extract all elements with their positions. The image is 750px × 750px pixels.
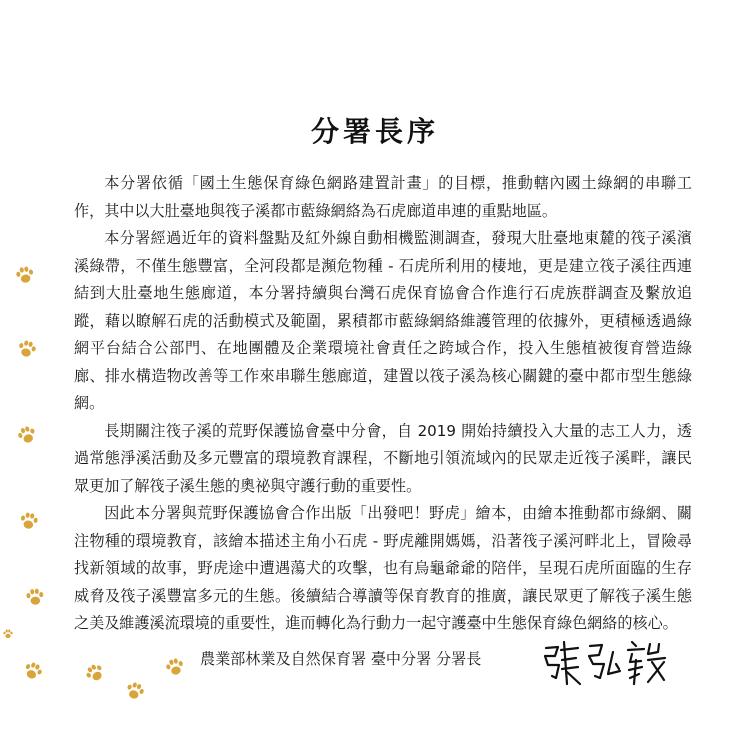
paragraph-3: 長期關注筏子溪的荒野保護協會臺中分會，自 2019 開始持續投入大量的志工人力，透過常態淨溪活動及多元豐富的環境教育課程，不斷地引領流域內的民眾走近筏子溪畔，讓民眾更加了解筏子溪生態的奧祕與守護行動的重要性。 [74, 421, 692, 495]
paragraph-2: 本分署經過近年的資料盤點及紅外線自動相機監測調查，發現大肚臺地東麓的筏子溪濱溪綠帶，不僅生態豐富，全河段都是瀕危物種 - 石虎所利用的棲地，更是建立筏子溪往西連結到大肚臺地生態廊道，本分署持續與台灣石虎保育協會合作進行石虎族群調查及繫放追蹤，藉以瞭解石虎的活動模式及範圍，累積都市藍綠網絡維護管理的依據外，更積極透過綠網平台結合公部門、在地團體及企業環境社會責任之跨域合作，投入生態植被復育營造綠廊、排水構造物改善等工作來串聯生態廊道，建置以筏子溪為核心關鍵的臺中都市型生態綠網。 [74, 229, 692, 412]
paw-print-icon [12, 262, 37, 287]
paw-print-icon [23, 585, 47, 609]
paw-print-icon [121, 677, 149, 705]
paragraph-4: 因此本分署與荒野保護協會合作出版「出發吧！野虎」繪本，由繪本推動都市綠網、關注物種的環境教育，該繪本描述主角小石虎 - 野虎離開媽媽，沿著筏子溪河畔北上，冒險尋找新領域的故事，野虎途中遭遇蕩犬的攻擊，也有烏龜爺爺的陪伴，呈現石虎所面臨的生存威脅及筏子溪豐富多元的生態。後續結合導讀等保育教育的推廣，讓民眾更了解筏子溪生態之美及維護溪流環境的重要性，進而轉化為行動力一起守護臺中生態保育綠色網絡的核心。 [74, 504, 692, 632]
paw-print-icon [16, 508, 41, 533]
handwritten-signature [540, 634, 675, 692]
signature-title: 農業部林業及自然保育署 臺中分署 分署長 [200, 650, 482, 668]
paw-print-icon [18, 656, 47, 685]
page-title: 分署長序 [310, 115, 439, 148]
paw-print-icon [2, 628, 14, 640]
preface-body [74, 170, 692, 638]
paw-print-icon [80, 658, 111, 689]
signature-block [200, 640, 680, 690]
paragraph-1: 本分署依循「國土生態保育綠色網路建置計畫」的目標，推動轄內國土綠網的串聯工作，其中以大肚臺地與筏子溪都市藍綠網絡為石虎廊道串連的重點地區。 [74, 174, 692, 220]
paw-print-icon [14, 336, 41, 363]
paw-print-icon [13, 421, 41, 449]
paw-print-icon [162, 654, 189, 681]
